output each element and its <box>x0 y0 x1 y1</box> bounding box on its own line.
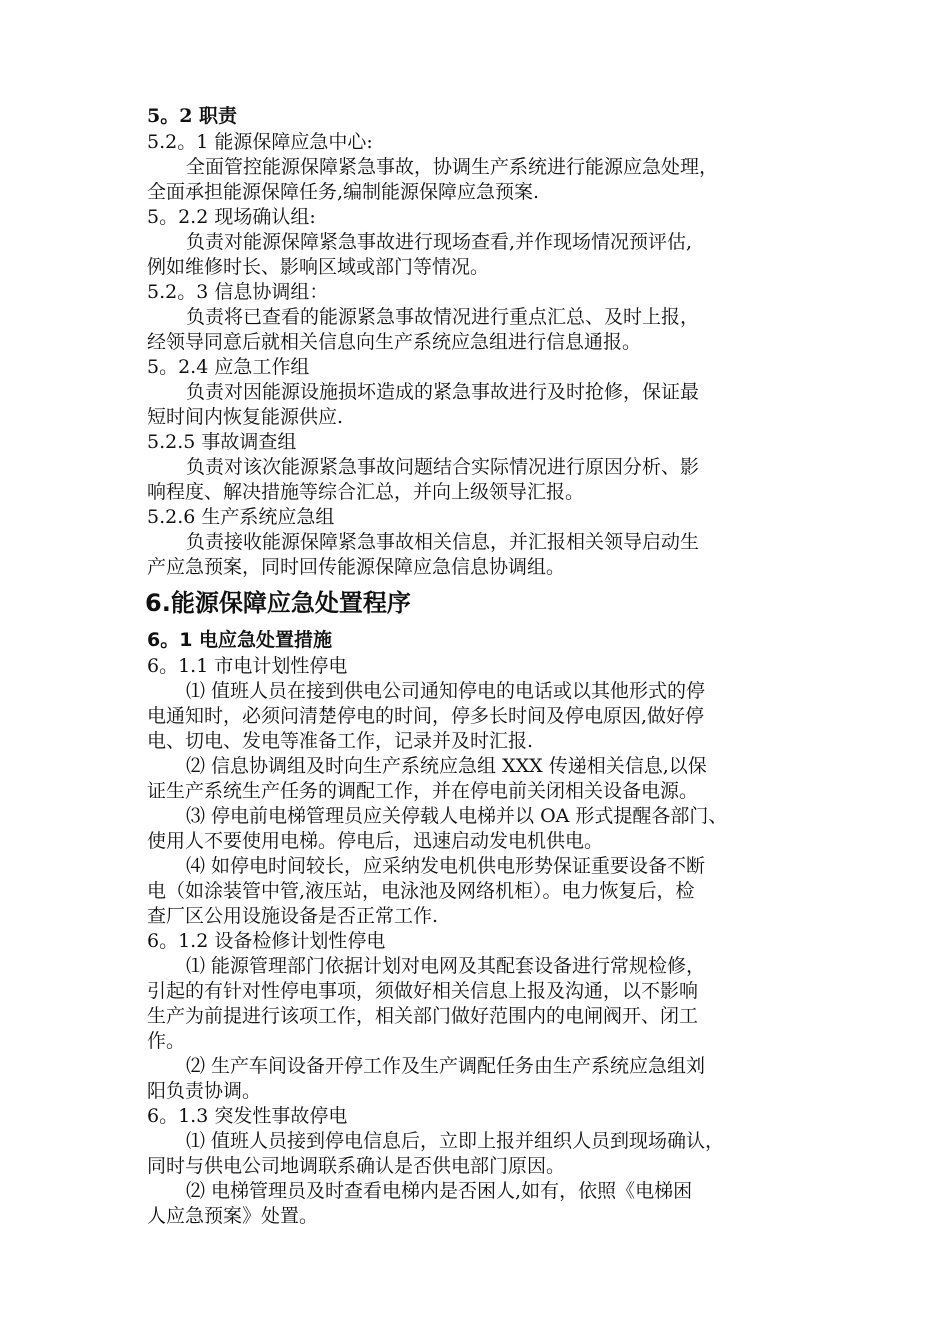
section-5-2-heading: 5。2 职责 <box>147 105 238 127</box>
paragraph-line: 电（如涂装管中管,液压站，电泳池及网络机柜）。电力恢复后，检 <box>147 880 695 902</box>
paragraph-line: 负责对该次能源紧急事故问题结合实际情况进行原因分析、影 <box>186 456 700 478</box>
section-5-2-1-heading: 5.2。1 能源保障应急中心: <box>147 131 373 153</box>
paragraph-line: 电、切电、发电等准备工作，记录并及时汇报. <box>147 730 534 752</box>
paragraph-line: 例如维修时长、影响区域或部门等情况。 <box>147 256 490 278</box>
paragraph-line: 经领导同意后就相关信息向生产系统应急组进行信息通报。 <box>147 331 642 353</box>
paragraph-line: ⑶ 停电前电梯管理员应关停载人电梯并以 OA 形式提醒各部门、 <box>186 805 728 827</box>
section-6-1-2-heading: 6。1.2 设备检修计划性停电 <box>147 930 386 952</box>
paragraph-line: 查厂区公用设施设备是否正常工作. <box>147 905 439 927</box>
section-5-2-4-heading: 5。2.4 应急工作组 <box>147 356 310 378</box>
section-6-1-1-heading: 6。1.1 市电计划性停电 <box>147 655 348 677</box>
paragraph-line: 产应急预案，同时回传能源保障应急信息协调组。 <box>147 556 566 578</box>
paragraph-line: 全面管控能源保障紧急事故，协调生产系统进行能源应急处理， <box>186 156 719 178</box>
paragraph-line: 负责对能源保障紧急事故进行现场查看,并作现场情况预评估, <box>186 231 693 253</box>
paragraph-line: 电通知时，必须问清楚停电的时间，停多长时间及停电原因,做好停 <box>147 705 705 727</box>
paragraph-line: 作。 <box>147 1030 186 1052</box>
section-5-2-2-heading: 5。2.2 现场确认组: <box>147 206 316 228</box>
paragraph-line: ⑵ 电梯管理员及时查看电梯内是否困人,如有，依照《电梯困 <box>186 1180 693 1202</box>
paragraph-line: 负责对因能源设施损坏造成的紧急事故进行及时抢修，保证最 <box>186 381 700 403</box>
section-5-2-5-heading: 5.2.5 事故调查组 <box>147 431 297 453</box>
section-5-2-3-heading: 5.2。3 信息协调组： <box>147 281 329 303</box>
paragraph-line: ⑵ 生产车间设备开停工作及生产调配任务由生产系统应急组刘 <box>186 1055 706 1077</box>
section-6-1-3-heading: 6。1.3 突发性事故停电 <box>147 1105 348 1127</box>
paragraph-line: 阳负责协调。 <box>147 1080 262 1102</box>
paragraph-line: 生产为前提进行该项工作，相关部门做好范围内的电闸阀开、闭工 <box>147 1005 699 1027</box>
paragraph-line: 同时与供电公司地调联系确认是否供电部门原因。 <box>147 1155 566 1177</box>
paragraph-line: 负责接收能源保障紧急事故相关信息，并汇报相关领导启动生 <box>186 531 700 553</box>
paragraph-line: ⑴ 能源管理部门依据计划对电网及其配套设备进行常规检修， <box>186 955 706 977</box>
section-6-1-heading: 6。1 电应急处置措施 <box>147 629 333 651</box>
section-6-heading: 6.能源保障应急处置程序 <box>145 589 411 617</box>
paragraph-line: 证生产系统生产任务的调配工作，并在停电前关闭相关设备电源。 <box>147 780 699 802</box>
paragraph-line: 引起的有针对性停电事项，须做好相关信息上报及沟通，以不影响 <box>147 980 699 1002</box>
paragraph-line: 使用人不要使用电梯。停电后，迅速启动发电机供电。 <box>147 830 604 852</box>
paragraph-line: 全面承担能源保障任务,编制能源保障应急预案. <box>147 181 540 203</box>
section-5-2-6-heading: 5.2.6 生产系统应急组 <box>147 506 335 528</box>
paragraph-line: 人应急预案》处置。 <box>147 1205 319 1227</box>
paragraph-line: ⑴ 值班人员在接到供电公司通知停电的电话或以其他形式的停 <box>186 680 706 702</box>
paragraph-line: ⑴ 值班人员接到停电信息后，立即上报并组织人员到现场确认， <box>186 1130 725 1152</box>
paragraph-line: ⑵ 信息协调组及时向生产系统应急组 XXX 传递相关信息,以保 <box>186 755 707 777</box>
paragraph-line: ⑷ 如停电时间较长，应采纳发电机供电形势保证重要设备不断 <box>186 855 706 877</box>
paragraph-line: 负责将已查看的能源紧急事故情况进行重点汇总、及时上报， <box>186 306 700 328</box>
paragraph-line: 短时间内恢复能源供应. <box>147 406 344 428</box>
paragraph-line: 响程度、解决措施等综合汇总，并向上级领导汇报。 <box>147 481 585 503</box>
